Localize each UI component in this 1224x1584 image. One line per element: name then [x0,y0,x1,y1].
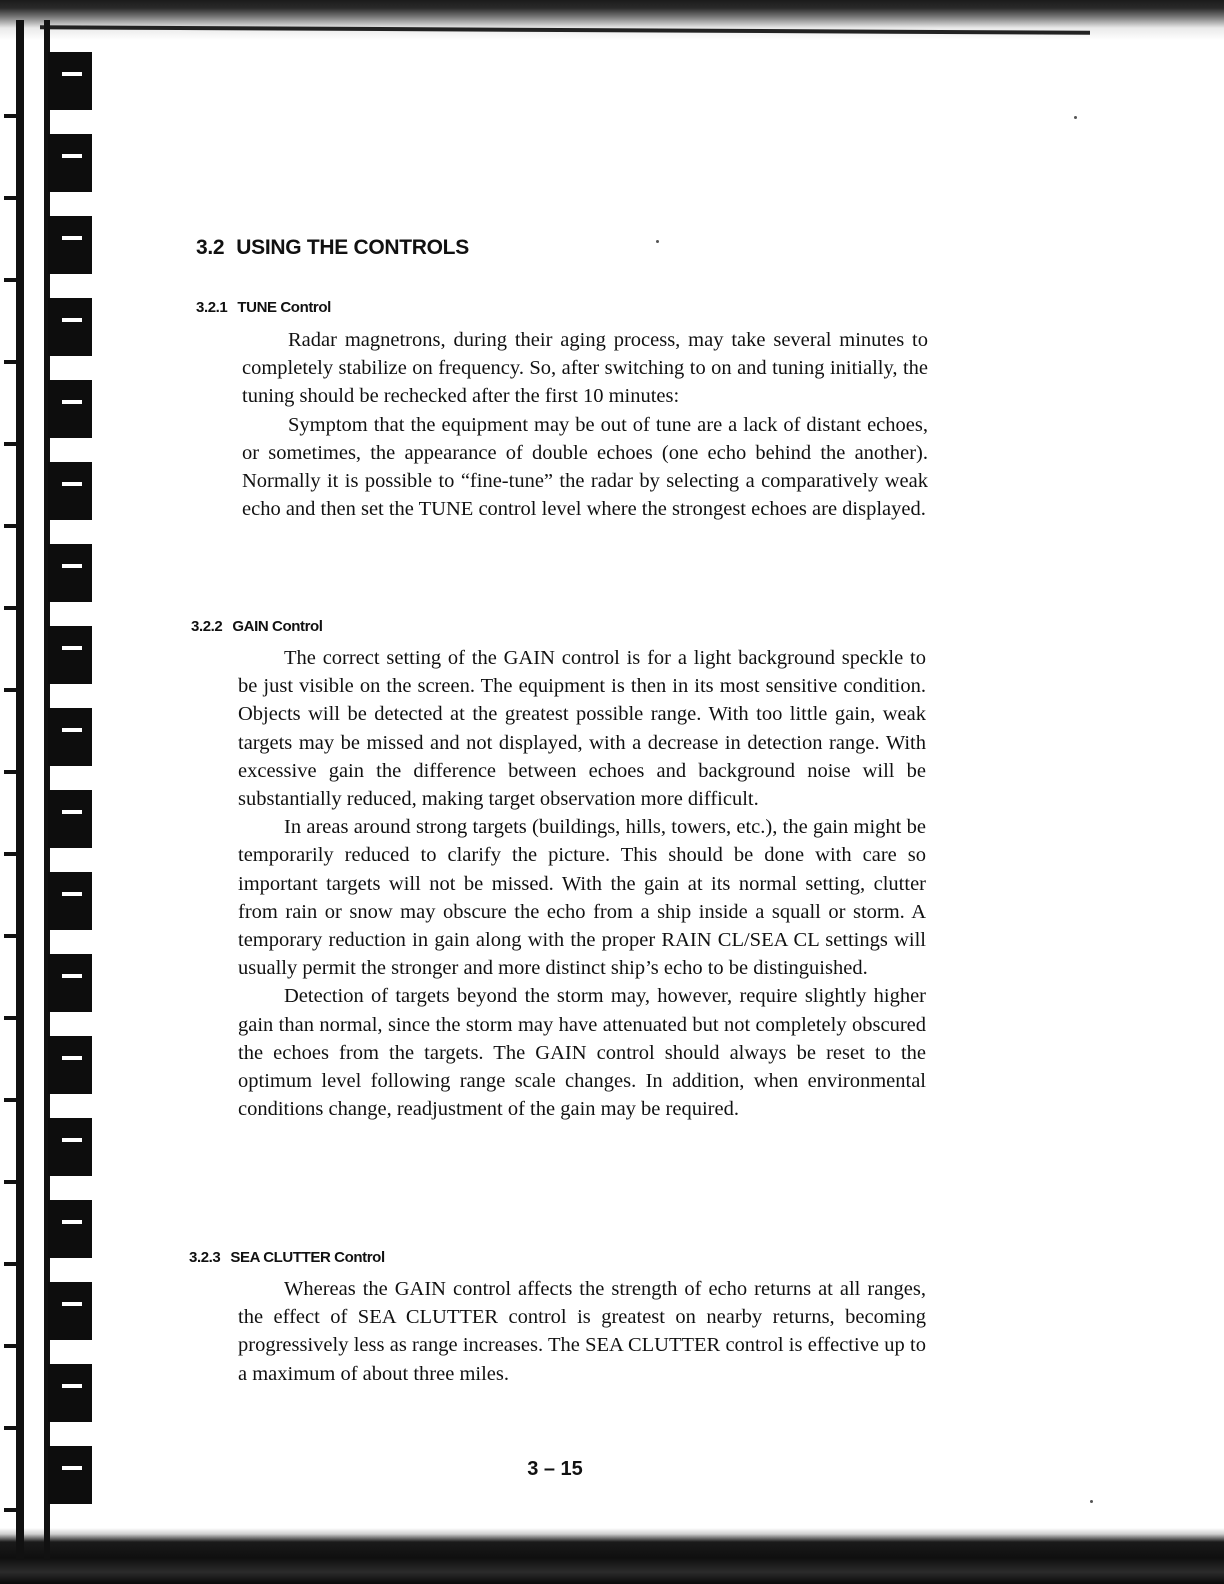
subsection-heading-tune [196,299,331,316]
spiral-binding [0,20,100,1560]
section-title-text: USING THE CONTROLS [236,236,469,259]
page-bottom-edge [0,1528,1224,1584]
subsection-body-sea-clutter [238,1275,926,1388]
subsection-number: 3.2.2 [191,618,223,635]
paragraph: Radar magnetrons, during their aging process, may take several minutes to completely stabilize on frequency. So, after switching to on and tuning initially, the tuning should be rechecked after the first 10 minutes: [242,329,928,408]
subsection-title: TUNE Control [237,299,331,316]
binding-ring [4,216,92,274]
paragraph: Whereas the GAIN control affects the strength of echo returns at all ranges, the effect of SEA CLUTTER control is greatest on nearby returns, becoming progressively less as range increases. The SEA CLUTTER control is effective up to a maximum of about three miles. [238,1278,926,1385]
subsection-heading-gain [191,618,323,635]
binding-ring [4,790,92,848]
binding-ring [4,1282,92,1340]
paragraph: Detection of targets beyond the storm may, however, require slightly higher gain than normal, since the storm may have attenuated but not completely obscured the echoes from the targets. The GAIN control should always be reset to the optimum level following range scale changes. In addition, when environmental conditions change, readjustment of the gain may be required. [238,985,926,1121]
binding-ring [4,1036,92,1094]
subsection-body-gain [238,644,926,1123]
scan-speck [1090,1500,1093,1503]
binding-ring [4,1364,92,1422]
scan-speck [1074,116,1077,119]
section-number: 3.2 [196,236,225,259]
section-title [196,236,469,260]
binding-ring [4,626,92,684]
binding-ring [4,954,92,1012]
paragraph: Symptom that the equipment may be out of tune are a lack of distant echoes, or sometimes, the appearance of double echoes (one echo behind the another). Normally it is possible to “fine-tune” the radar by selecting a comparatively weak echo and then set the TUNE control level where the strongest echoes are displayed. [242,413,928,521]
binding-ring [4,380,92,438]
scan-speck [656,240,659,243]
subsection-heading-sea-clutter [189,1249,385,1266]
subsection-title: GAIN Control [232,618,323,635]
page-number: 3 – 15 [527,1458,583,1480]
binding-ring [4,1446,92,1504]
binding-ring [4,52,92,110]
subsection-number: 3.2.3 [189,1249,221,1266]
binding-ring [4,134,92,192]
binding-ring [4,872,92,930]
paragraph: In areas around strong targets (buildings, hills, towers, etc.), the gain might be temporarily reduced to clarify the picture. This should be done with care so important targets will not be missed. With the gain at its normal setting, clutter from rain or snow may obscure the echo from a ship inside a squall or storm. A temporary reduction in gain along with the proper RAIN CL/SEA CL settings will usually permit the stronger and more distinct ship’s echo to be distinguished. [238,816,926,980]
subsection-title: SEA CLUTTER Control [230,1249,385,1266]
paragraph: The correct setting of the GAIN control is for a light background speckle to be just visible on the screen. The equipment is then in its most sensitive condition. Objects will be detected at the greatest possible range. With too little gain, weak targets may be missed and not displayed, with a decrease in detection range. With excessive gain the difference between echoes and background noise will be substantially reduced, making target observation more difficult. [238,647,926,811]
binding-ring [4,1200,92,1258]
binding-ring [4,462,92,520]
binding-ring [4,708,92,766]
binding-ring [4,1118,92,1176]
subsection-number: 3.2.1 [196,299,228,316]
subsection-body-tune [242,326,928,523]
binding-ring [4,544,92,602]
binding-ring [4,298,92,356]
